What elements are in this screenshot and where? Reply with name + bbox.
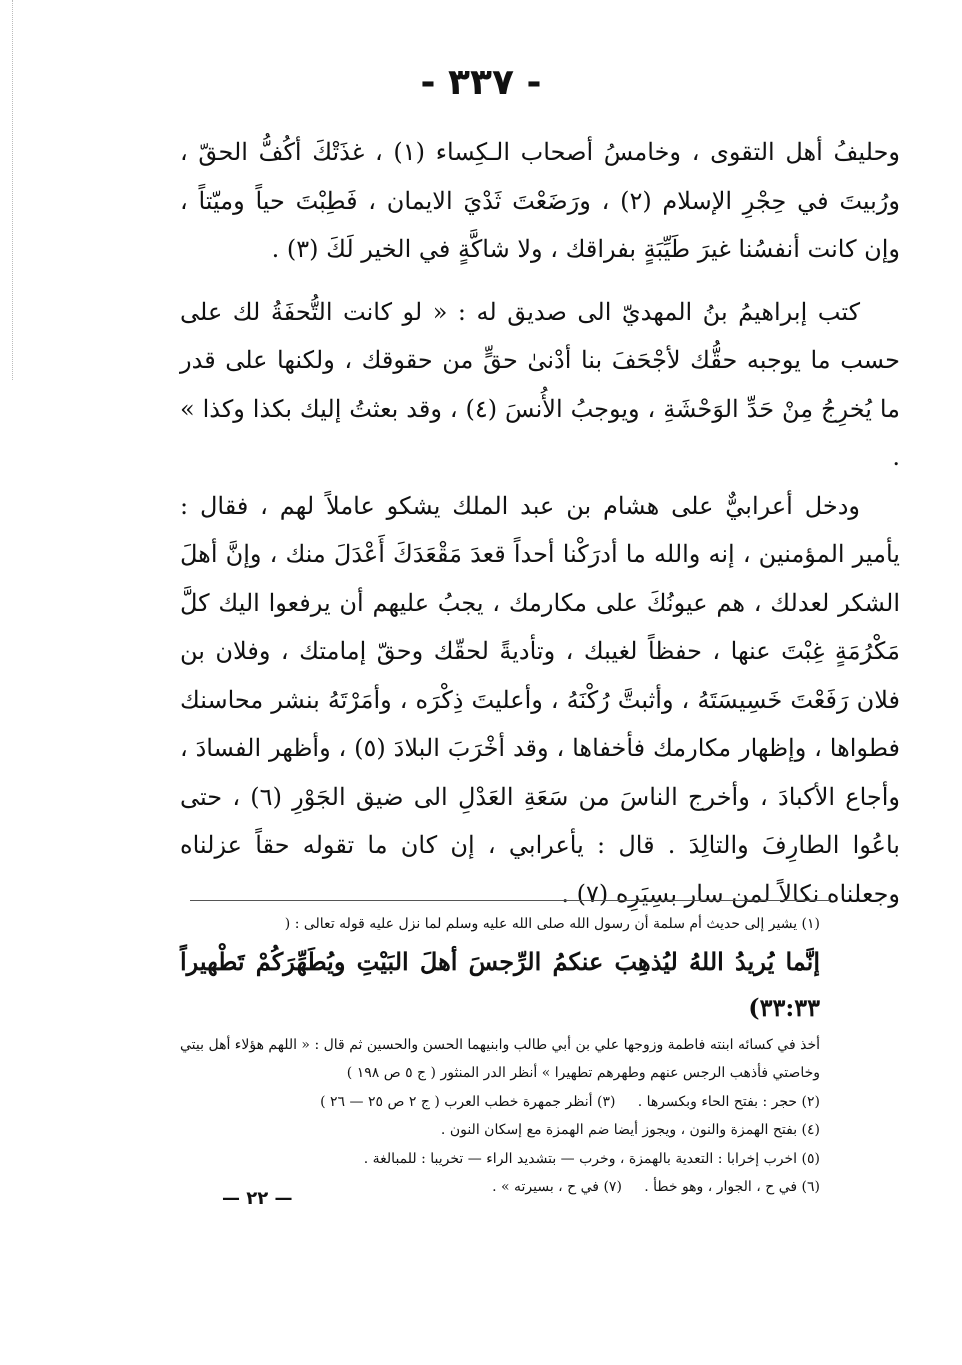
footnote: (١) يشير إلى حديث أم سلمة أن رسول الله صلى الله عليه وسلم لما نزل عليه قوله تعالى : (: [284, 916, 820, 932]
footnote: أخذ في كسائه ابنته فاطمة وزوجها علي بن أبي طالب وابنيهما الحسن والحسين ثم قال : « اللهم هؤلاء أهل بيتي وخاصتي فأذهب الرجس عنهم وطهرهم تطهيرا » أنظر الدر المنثور ( ج ٥ ص ١٩٨ ): [180, 1036, 820, 1081]
footnote-2: (٢) حجر : بفتح الحاء وبكسرها .: [637, 1093, 820, 1110]
footnotes: [180, 910, 820, 1202]
footnote: (٥) اخرب إخرابا : التعدية بالهمزة ، وخرب — بتشديد الراء — تخريبا : للمبالغة .: [363, 1150, 820, 1167]
footnote: [180, 1088, 820, 1117]
gutter-mark: [0, 0, 13, 380]
footnote-7: (٧) في ح ، بسيرته » .: [492, 1179, 622, 1195]
main-text: [180, 128, 900, 918]
paragraph: ودخل أعرابيٌّ على هشام بن عبد الملك يشكو عاملاً لهم ، فقال : يأمير المؤمنين ، إنه والله ما أدرَكْنا أحداً قعدَ مَقْعَدَكَ أَعْدَلَ منك ، وإنَّ أهلَ الشكر لعدلك ، هم عيونُكَ على مكارمك ، يجبُ عليهم أن يرفعوا اليك كلَّ مَكْرُمَةٍ غِبْتَ عنها ، حفظاً لغيبك ، وتأديةً لحقّك وحقّ إمامتك ، وفلان بن فلان رَفَعْتَ خَسِيسَتَهُ ، وأثبتَّ رُكْنَهُ ، وأعليتَ ذِكْرَه ، وأمَرْتَهُ بنشر محاسنك فطواها ، وإظهار مكارمك فأخفاها ، وقد أخْرَبَ البلادَ (٥) ، وأظهر الفسادَ ، وأجاع الأكبادَ ، وأخرج الناسَ من سَعَةِ العَدْلِ الى ضيق الجَوْرِ (٦) ، حتى باعُوا الطارِفَ والتالِدَ . قال : يأعرابي ، إن كان ما تقوله حقاً عزلناه وجعلناه نكالاً لمن سار بسِيَرِه (٧) .: [180, 491, 901, 908]
quran-verse: إنَّما يُريدُ اللهُ ليُذهِبَ عنكمُ الرِّجسَ أهلَ البَيْتِ ويُطَهِّرَكُمْ تَطْهيراً ٣٣:٣٣): [180, 946, 820, 1022]
footnote-separator: [190, 900, 830, 901]
sheet-number: — ٢٢ —: [222, 1188, 293, 1209]
paragraph: وحليفُ أهل التقوى ، وخامسُ أصحاب الـكِساء (١) ، غذَتْكَ أكُفُّ الحقّ ، ورُبيتَ في حِجْرِ الإسلام (٢) ، ورَضَعْتَ ثَدْيَ الايمان ، فَطِبْتَ حياً وميّتاً ، وإن كانت أنفسُنا غيرَ طَيِّبَةٍ بفراقك ، ولا شاكَّةٍ في الخير لَكَ (٣) .: [180, 138, 900, 263]
paragraph: كتب إبراهيمُ بنُ المهديّ الى صديق له : « لو كانت التُّحفَةُ لك على حسب ما يوجبه حقُّك لأجْحَفَ بنا أدْنىٰ حقٍّ من حقوقك ، ولكنها على قدر ما يُخرِجُ مِنْ حَدِّ الوَحْشَةِ ، ويوجبُ الأُنسَ (٤) ، وقد بعثتُ إليك بكذا وكذا » .: [180, 297, 901, 471]
footnote: (٤) بفتح الهمزة والنون ، ويجوز أيضا ضم الهمزة مع إسكان النون .: [440, 1122, 820, 1138]
footnote-6: (٦) في ح ، الجوار ، وهو خطأ .: [644, 1179, 820, 1195]
footnote-3: (٣) أنظر جمهرة خطب العرب ( ج ٢ ص ٢٥ — ٢٦ ): [320, 1093, 616, 1110]
page-number: - ٣٣٧ -: [420, 62, 542, 103]
